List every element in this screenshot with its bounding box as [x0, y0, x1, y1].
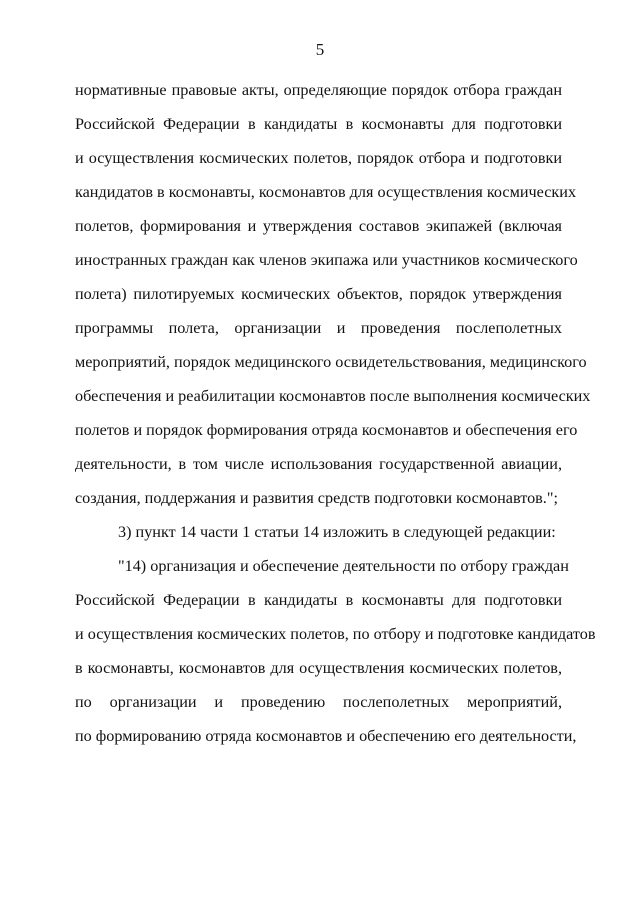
text-line-4: кандидатов в космонавты, космонавтов для осуществления космических	[75, 183, 577, 201]
text-line-7: полета) пилотируемых космических объектов, порядок утверждения	[75, 285, 562, 303]
text-line-3: и осуществления космических полетов, порядок отбора и подготовки	[75, 149, 562, 167]
text-line-8: программы полета, организации и проведения послеполетных	[75, 319, 562, 337]
text-line-1: нормативные правовые акты, определяющие порядок отбора граждан	[75, 81, 562, 99]
text-line-13: создания, поддержания и развития средств подготовки космонавтов.";	[75, 489, 558, 507]
text-line-18: в космонавты, космонавтов для осуществления космических полетов,	[75, 659, 562, 677]
text-line-11: полетов и порядок формирования отряда космонавтов и обеспечения его	[75, 421, 578, 439]
text-line-20: по формированию отряда космонавтов и обеспечению его деятельности,	[75, 727, 577, 745]
text-line-10: обеспечения и реабилитации космонавтов после выполнения космических	[75, 387, 591, 405]
page-number: 5	[315, 40, 325, 59]
text-line-17: и осуществления космических полетов, по отбору и подготовке кандидатов	[75, 625, 596, 643]
text-line-15: "14) организация и обеспечение деятельности по отбору граждан	[118, 557, 569, 575]
text-line-12: деятельности, в том числе использования государственной авиации,	[75, 455, 562, 473]
body-text	[75, 80, 596, 760]
text-line-16: Российской Федерации в кандидаты в космонавты для подготовки	[75, 591, 562, 609]
text-line-2: Российской Федерации в кандидаты в космонавты для подготовки	[75, 115, 562, 133]
text-line-19: по организации и проведению послеполетных мероприятий,	[75, 693, 562, 711]
text-line-6: иностранных граждан как членов экипажа или участников космического	[75, 251, 578, 269]
text-line-9: мероприятий, порядок медицинского освидетельствования, медицинского	[75, 353, 587, 371]
text-line-5: полетов, формирования и утверждения составов экипажей (включая	[75, 217, 562, 235]
text-line-14: 3) пункт 14 части 1 статьи 14 изложить в следующей редакции:	[118, 523, 556, 541]
